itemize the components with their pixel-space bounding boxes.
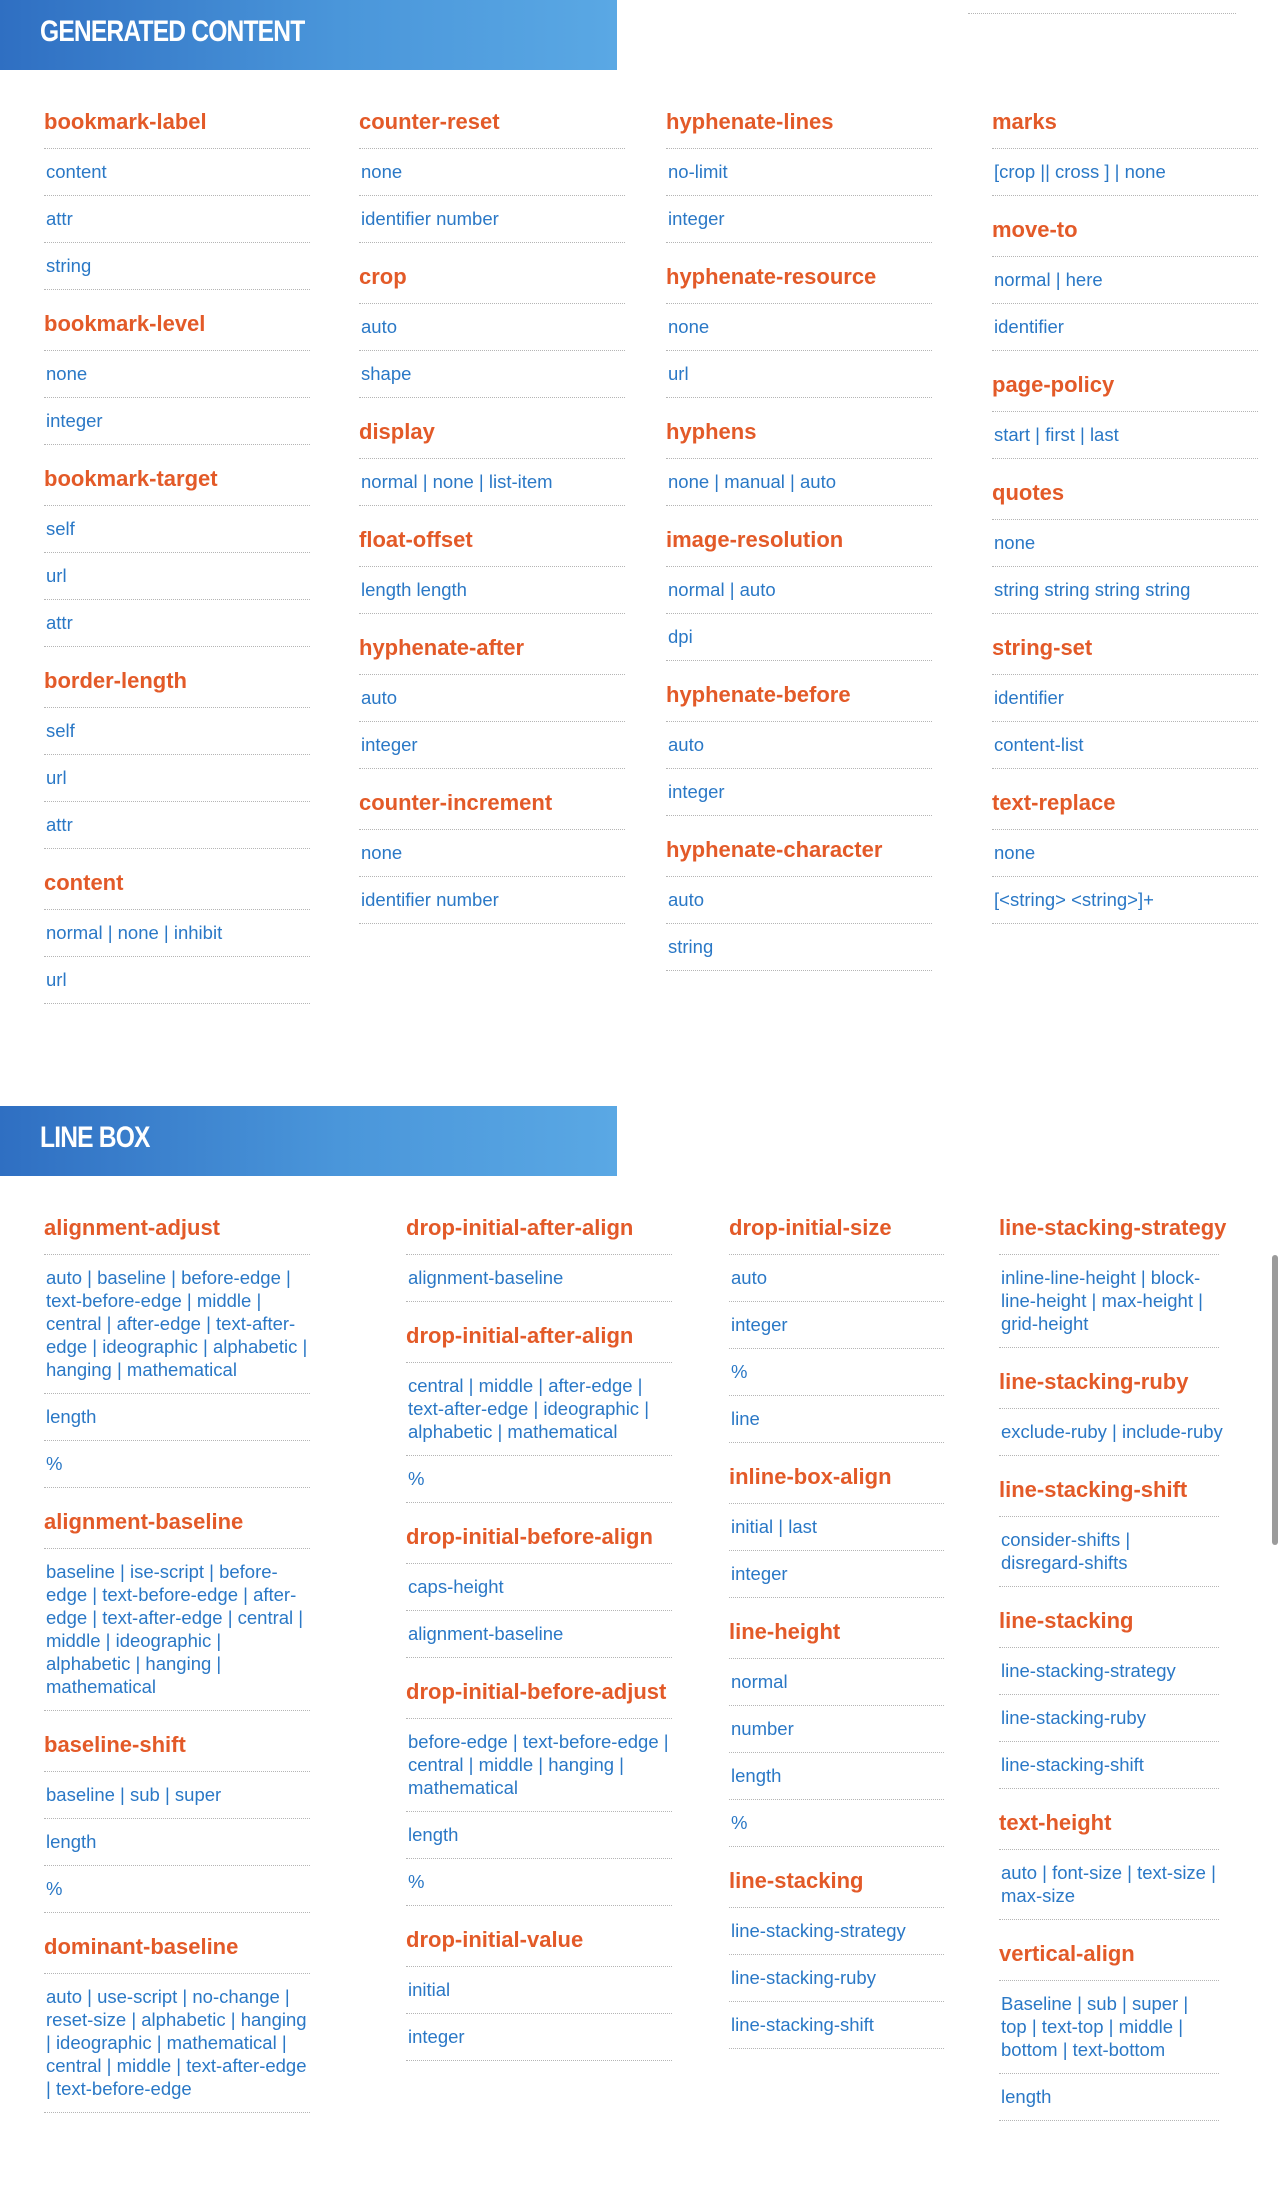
property-value: no-limit	[666, 149, 932, 196]
property-name: hyphenate-after	[359, 628, 625, 675]
property-value: none	[992, 520, 1258, 567]
property-group	[666, 102, 932, 243]
property-value: integer	[359, 722, 625, 769]
property-value: [<string> <string>]+	[992, 877, 1258, 924]
property-group	[359, 412, 625, 506]
property-name: inline-box-align	[729, 1457, 944, 1504]
property-group	[359, 628, 625, 769]
property-value: before-edge | text-before-edge | central | middle | hanging | mathematical	[406, 1719, 672, 1812]
property-name: baseline-shift	[44, 1725, 310, 1772]
property-name: alignment-baseline	[44, 1502, 310, 1549]
generated-column-4	[992, 102, 1258, 938]
property-value: line-stacking-ruby	[999, 1695, 1219, 1742]
property-value: line-stacking-shift	[729, 2002, 944, 2049]
property-value: line	[729, 1396, 944, 1443]
property-name: hyphenate-resource	[666, 257, 932, 304]
property-value: self	[44, 708, 310, 755]
property-value: normal | auto	[666, 567, 932, 614]
property-value: alignment-baseline	[406, 1255, 672, 1302]
property-value: url	[44, 553, 310, 600]
generated-column-3	[666, 102, 932, 985]
property-name: bookmark-level	[44, 304, 310, 351]
property-name: line-stacking-shift	[999, 1470, 1219, 1517]
property-group	[729, 1861, 944, 2049]
property-group	[999, 1208, 1227, 1348]
property-value: initial | last	[729, 1504, 944, 1551]
property-value: identifier number	[359, 196, 625, 243]
linebox-column-2	[406, 1208, 672, 2075]
property-group	[406, 1920, 672, 2061]
property-value: %	[406, 1859, 672, 1906]
property-value: Baseline | sub | super | top | text-top | middle | bottom | text-bottom	[999, 1981, 1219, 2074]
property-value: alignment-baseline	[406, 1611, 672, 1658]
linebox-column-3	[729, 1208, 944, 2063]
property-value: normal | none | list-item	[359, 459, 625, 506]
property-name: text-height	[999, 1803, 1219, 1850]
property-name: alignment-adjust	[44, 1208, 310, 1255]
property-value: length	[44, 1394, 310, 1441]
property-value: integer	[666, 769, 932, 816]
property-name: text-replace	[992, 783, 1258, 830]
property-value: attr	[44, 802, 310, 849]
property-group	[729, 1612, 944, 1847]
property-value: none | manual | auto	[666, 459, 932, 506]
scrollbar[interactable]	[1272, 1255, 1278, 1545]
property-value: auto	[666, 877, 932, 924]
property-value: integer	[729, 1551, 944, 1598]
property-name: line-stacking	[729, 1861, 944, 1908]
property-group	[999, 1601, 1219, 1789]
property-group	[999, 1803, 1219, 1920]
property-name: hyphens	[666, 412, 932, 459]
property-name: vertical-align	[999, 1934, 1219, 1981]
property-value: line-stacking-shift	[999, 1742, 1219, 1789]
property-value: attr	[44, 196, 310, 243]
property-value: auto	[729, 1255, 944, 1302]
property-value: none	[666, 304, 932, 351]
property-value: %	[729, 1349, 944, 1396]
generated-content-banner	[0, 0, 617, 70]
property-name: bookmark-target	[44, 459, 310, 506]
property-name: image-resolution	[666, 520, 932, 567]
property-group	[999, 1362, 1223, 1456]
property-value: content-list	[992, 722, 1258, 769]
property-name: drop-initial-after-align	[406, 1316, 672, 1363]
property-value: shape	[359, 351, 625, 398]
property-value: length length	[359, 567, 625, 614]
property-value: length	[999, 2074, 1219, 2121]
property-group	[44, 459, 310, 647]
property-value: line-stacking-strategy	[729, 1908, 944, 1955]
property-value: number	[729, 1706, 944, 1753]
property-value: none	[44, 351, 310, 398]
property-group	[729, 1457, 944, 1598]
property-value: exclude-ruby | include-ruby	[999, 1409, 1219, 1456]
property-name: border-length	[44, 661, 310, 708]
property-name: line-stacking	[999, 1601, 1219, 1648]
generated-column-2	[359, 102, 625, 938]
property-value: content	[44, 149, 310, 196]
property-value: central | middle | after-edge | text-after-edge | ideographic | alphabetic | mathematical	[406, 1363, 672, 1456]
property-group	[44, 863, 310, 1004]
property-value: url	[44, 755, 310, 802]
property-name: counter-increment	[359, 783, 625, 830]
property-group	[359, 520, 625, 614]
property-name: move-to	[992, 210, 1258, 257]
property-value: dpi	[666, 614, 932, 661]
property-name: line-height	[729, 1612, 944, 1659]
property-value: auto	[666, 722, 932, 769]
property-name: float-offset	[359, 520, 625, 567]
property-value: normal | here	[992, 257, 1258, 304]
property-value: inline-line-height | block-line-height | max-height | grid-height	[999, 1255, 1219, 1348]
property-value: identifier	[992, 675, 1258, 722]
property-group	[666, 412, 932, 506]
property-group	[992, 628, 1258, 769]
property-group	[992, 210, 1258, 351]
property-group	[359, 102, 625, 243]
property-group	[992, 473, 1258, 614]
property-group	[44, 1725, 310, 1913]
property-value: auto | use-script | no-change | reset-size | alphabetic | hanging | ideographic | mathematical | central | middle | text-after-edge | text-before-edge	[44, 1974, 310, 2113]
property-group	[44, 1208, 310, 1488]
property-value: self	[44, 506, 310, 553]
property-group	[44, 1927, 310, 2113]
property-name: bookmark-label	[44, 102, 310, 149]
property-group	[666, 520, 932, 661]
property-name: counter-reset	[359, 102, 625, 149]
property-value: url	[666, 351, 932, 398]
property-value: integer	[666, 196, 932, 243]
property-group	[999, 1470, 1219, 1587]
property-value: length	[44, 1819, 310, 1866]
section-title: LINE BOX	[40, 1121, 150, 1154]
property-name: page-policy	[992, 365, 1258, 412]
property-name: quotes	[992, 473, 1258, 520]
property-value: caps-height	[406, 1564, 672, 1611]
property-name: drop-initial-size	[729, 1208, 944, 1255]
property-value: length	[729, 1753, 944, 1800]
property-value: identifier	[992, 304, 1258, 351]
property-name: drop-initial-before-adjust	[406, 1672, 672, 1719]
property-name: string-set	[992, 628, 1258, 675]
property-group	[359, 783, 625, 924]
property-value: auto | baseline | before-edge | text-before-edge | middle | central | after-edge | text-after-edge | ideographic | alphabetic | hanging | mathematical	[44, 1255, 310, 1394]
property-group	[44, 304, 310, 445]
property-value: line-stacking-ruby	[729, 1955, 944, 2002]
line-box-banner	[0, 1106, 617, 1176]
property-group	[44, 661, 310, 849]
property-group	[406, 1316, 672, 1503]
property-value: length	[406, 1812, 672, 1859]
property-value: normal | none | inhibit	[44, 910, 310, 957]
property-name: crop	[359, 257, 625, 304]
property-group	[44, 102, 310, 290]
property-value: baseline | ise-script | before-edge | text-before-edge | after-edge | text-after-edge | central | middle | ideographic | alphabetic | hanging | mathematical	[44, 1549, 310, 1711]
property-value: [crop || cross ] | none	[992, 149, 1258, 196]
property-group	[406, 1517, 672, 1658]
property-name: line-stacking-strategy	[999, 1208, 1219, 1255]
property-value: normal	[729, 1659, 944, 1706]
top-divider	[968, 13, 1236, 14]
property-name: drop-initial-before-align	[406, 1517, 672, 1564]
property-group	[729, 1208, 944, 1443]
property-value: none	[992, 830, 1258, 877]
property-group	[666, 257, 932, 398]
property-name: content	[44, 863, 310, 910]
property-name: drop-initial-after-align	[406, 1208, 672, 1255]
linebox-column-4	[999, 1208, 1227, 2135]
property-group	[992, 365, 1258, 459]
property-group	[359, 257, 625, 398]
property-value: identifier number	[359, 877, 625, 924]
property-value: auto | font-size | text-size | max-size	[999, 1850, 1219, 1920]
property-value: %	[44, 1441, 310, 1488]
property-group	[666, 675, 932, 816]
property-group	[406, 1672, 672, 1906]
linebox-column-1	[44, 1208, 310, 2127]
property-value: initial	[406, 1967, 672, 2014]
property-group	[666, 830, 932, 971]
property-value: none	[359, 830, 625, 877]
property-value: %	[44, 1866, 310, 1913]
property-group	[44, 1502, 310, 1711]
property-name: display	[359, 412, 625, 459]
property-value: %	[729, 1800, 944, 1847]
generated-column-1	[44, 102, 310, 1018]
section-title: GENERATED CONTENT	[40, 15, 305, 48]
property-value: %	[406, 1456, 672, 1503]
property-value: url	[44, 957, 310, 1004]
property-value: baseline | sub | super	[44, 1772, 310, 1819]
property-value: start | first | last	[992, 412, 1258, 459]
property-group	[406, 1208, 672, 1302]
property-value: consider-shifts | disregard-shifts	[999, 1517, 1219, 1587]
property-group	[992, 102, 1258, 196]
property-value: integer	[406, 2014, 672, 2061]
property-value: integer	[729, 1302, 944, 1349]
property-value: auto	[359, 675, 625, 722]
property-name: hyphenate-lines	[666, 102, 932, 149]
property-value: string	[44, 243, 310, 290]
property-name: line-stacking-ruby	[999, 1362, 1219, 1409]
property-value: auto	[359, 304, 625, 351]
property-name: drop-initial-value	[406, 1920, 672, 1967]
property-name: marks	[992, 102, 1258, 149]
property-value: none	[359, 149, 625, 196]
property-group	[999, 1934, 1219, 2121]
property-name: dominant-baseline	[44, 1927, 310, 1974]
property-value: integer	[44, 398, 310, 445]
property-value: string	[666, 924, 932, 971]
property-value: attr	[44, 600, 310, 647]
property-value: line-stacking-strategy	[999, 1648, 1219, 1695]
property-name: hyphenate-character	[666, 830, 932, 877]
property-value: string string string string	[992, 567, 1258, 614]
property-group	[992, 783, 1258, 924]
property-name: hyphenate-before	[666, 675, 932, 722]
